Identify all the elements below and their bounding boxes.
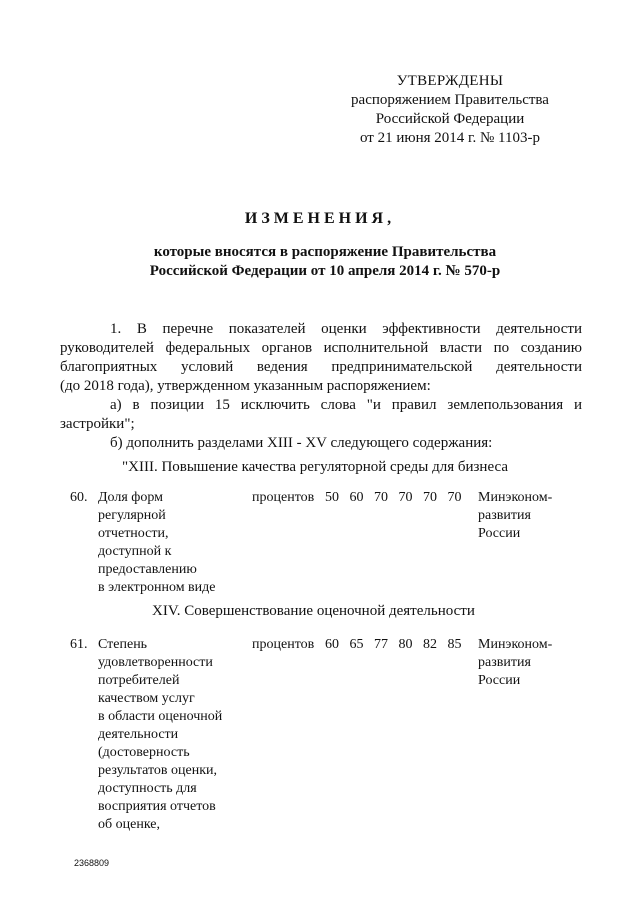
row-60-value: 70 bbox=[423, 490, 437, 505]
row-61-value: 60 bbox=[325, 637, 339, 652]
approval-line-4: от 21 июня 2014 г. № 1103-р bbox=[360, 130, 540, 146]
row-61-name-line: качеством услуг bbox=[98, 691, 195, 706]
row-61-name-line: (достоверность bbox=[98, 745, 190, 760]
row-61-values bbox=[325, 636, 475, 654]
row-60-name-line: в электронном виде bbox=[98, 580, 216, 595]
row-60-value: 60 bbox=[349, 490, 364, 505]
row-60-number: 60. bbox=[70, 490, 88, 505]
document-body bbox=[60, 320, 582, 453]
document-subtitle bbox=[80, 243, 570, 281]
row-61-name-line: деятельности bbox=[98, 727, 179, 742]
row-61-value: 80 bbox=[398, 637, 413, 652]
approval-line-3: Российской Федерации bbox=[375, 111, 525, 127]
row-60-unit: процентов bbox=[252, 490, 315, 505]
approval-block bbox=[330, 72, 570, 148]
subtitle-line-2: Российской Федерации от 10 апреля 2014 г. № 570-р bbox=[149, 263, 501, 279]
row-60-value: 70 bbox=[398, 490, 413, 505]
row-61-name bbox=[98, 636, 248, 834]
document-title: ИЗМЕНЕНИЯ, bbox=[244, 210, 396, 227]
section-13-heading: "XIII. Повышение качества регуляторной среды для бизнеса bbox=[122, 459, 508, 475]
paragraph-1-line-3: благоприятных условий ведения предпринимательской деятельности bbox=[60, 359, 582, 375]
item-a-line-2: застройки"; bbox=[60, 416, 135, 432]
row-60-value: 50 bbox=[325, 490, 339, 505]
row-60-value: 70 bbox=[374, 490, 388, 505]
row-60-value: 70 bbox=[447, 490, 462, 505]
row-61-name-line: в области оценочной bbox=[98, 709, 223, 724]
row-60-name-line: предоставлению bbox=[98, 562, 197, 577]
row-60-name-line: Доля форм bbox=[98, 490, 164, 505]
row-61-responsible-line: России bbox=[478, 673, 521, 688]
row-61-name-line: удовлетворенности bbox=[98, 655, 213, 670]
row-60-name-line: доступной к bbox=[98, 544, 172, 559]
document-code: 2368809 bbox=[74, 858, 110, 868]
item-b: б) дополнить разделами XIII - XV следующего содержания: bbox=[110, 435, 493, 451]
subtitle-line-1: которые вносятся в распоряжение Правительства bbox=[153, 244, 497, 260]
row-61-value: 82 bbox=[423, 637, 437, 652]
row-61-name-line: результатов оценки, bbox=[98, 763, 218, 778]
row-61-name-line: восприятия отчетов bbox=[98, 799, 216, 814]
row-61-value: 77 bbox=[374, 637, 388, 652]
row-60-name-line: отчетности, bbox=[98, 526, 169, 541]
row-61-responsible bbox=[478, 636, 588, 690]
approval-heading: УТВЕРЖДЕНЫ bbox=[396, 73, 504, 89]
row-60-values bbox=[325, 489, 475, 507]
section-14-heading: XIV. Совершенствование оценочной деятельности bbox=[152, 603, 475, 619]
row-61-name-line: об оценке, bbox=[98, 817, 160, 832]
row-60-responsible-line: развития bbox=[478, 508, 531, 523]
row-61-value: 65 bbox=[349, 637, 364, 652]
row-61-value: 85 bbox=[447, 637, 462, 652]
paragraph-1-line-1: 1. В перечне показателей оценки эффективности деятельности bbox=[110, 321, 582, 337]
item-a-line-1: а) в позиции 15 исключить слова "и правил землепользования и bbox=[110, 397, 582, 413]
row-61-unit: процентов bbox=[252, 637, 315, 652]
paragraph-1-line-4: (до 2018 года), утвержденном указанным распоряжением: bbox=[60, 378, 431, 394]
row-61-name-line: Степень bbox=[98, 637, 148, 652]
approval-line-2: распоряжением Правительства bbox=[351, 92, 549, 108]
row-60-name bbox=[98, 489, 248, 597]
row-61-number: 61. bbox=[70, 637, 88, 652]
row-61-responsible-line: развития bbox=[478, 655, 531, 670]
paragraph-1-line-2: руководителей федеральных органов исполнительной власти по созданию bbox=[60, 340, 582, 356]
row-61-name-line: потребителей bbox=[98, 673, 180, 688]
row-61-name-line: доступность для bbox=[98, 781, 197, 796]
row-61-responsible-line: Минэконом- bbox=[478, 637, 553, 652]
row-60-responsible-line: Минэконом- bbox=[478, 490, 553, 505]
row-60-responsible bbox=[478, 489, 588, 543]
row-60-responsible-line: России bbox=[478, 526, 521, 541]
row-60-name-line: регулярной bbox=[98, 508, 166, 523]
